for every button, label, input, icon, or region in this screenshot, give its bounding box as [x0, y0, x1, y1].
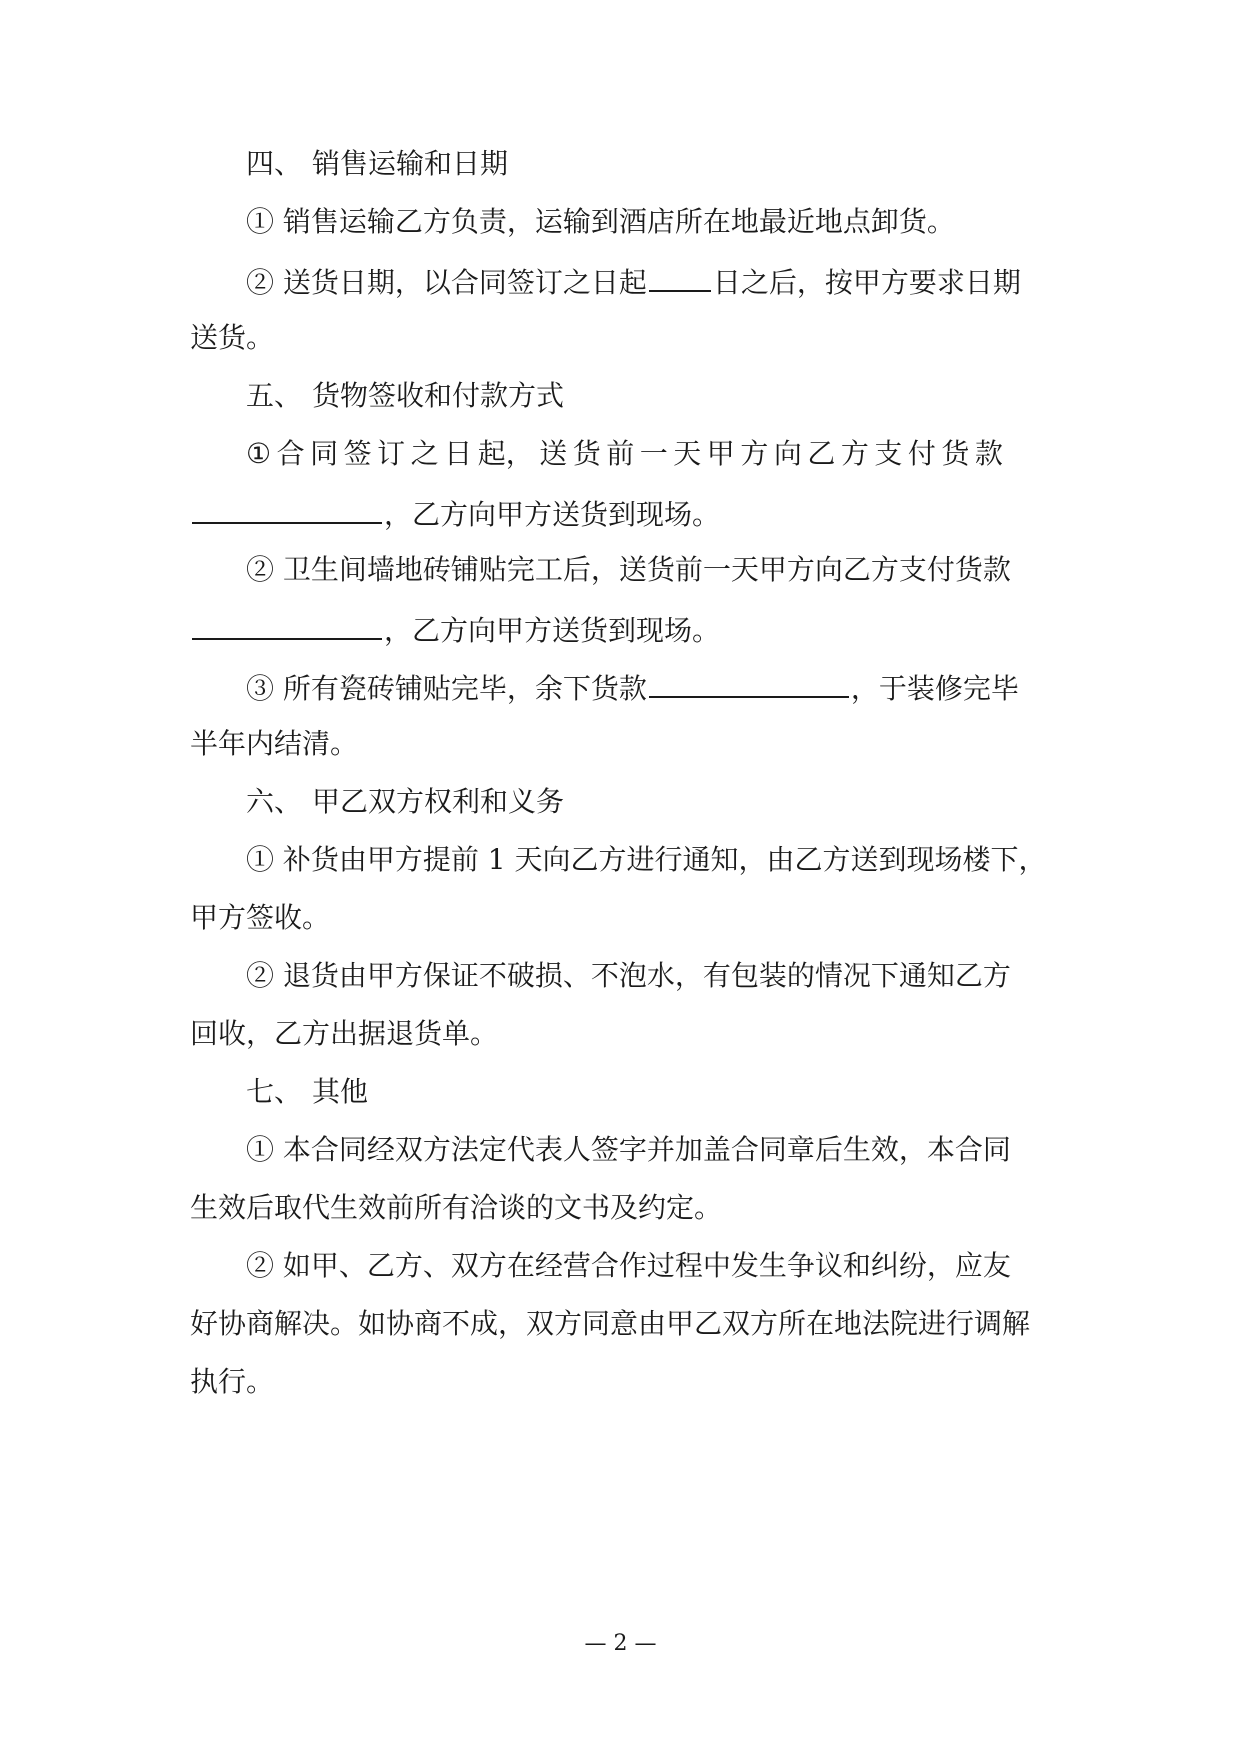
clause-7-1: ① 本合同经双方法定代表人签字并加盖合同章后生效，本合同 — [246, 1133, 1011, 1166]
section-title: 货物签收和付款方式 — [312, 379, 565, 412]
clause-char: 方 — [740, 437, 769, 470]
clause-text: ② 送货日期，以合同签订之日起 — [246, 266, 647, 299]
clause-char: 起， — [477, 437, 534, 470]
clause-char: 支 — [874, 437, 903, 470]
clause-char: 天 — [673, 437, 702, 470]
clause-char: 向 — [773, 437, 802, 470]
clause-char: ① — [246, 437, 272, 470]
clause-6-2-cont: 回收，乙方出据退货单。 — [190, 1017, 499, 1050]
clause-6-2: ② 退货由甲方保证不破损、不泡水，有包装的情况下通知乙方 — [246, 959, 1011, 992]
section-number: 四、 — [246, 147, 303, 180]
fill-blank-amount-2[interactable] — [192, 610, 382, 640]
section-title: 销售运输和日期 — [312, 147, 509, 180]
clause-6-1: ① 补货由甲方提前 1 天向乙方进行通知，由乙方送到现场楼下， — [246, 843, 1047, 876]
clause-char: 甲 — [706, 437, 735, 470]
clause-text: ③ 所有瓷砖铺贴完毕，余下货款 — [246, 672, 647, 705]
clause-7-1-cont: 生效后取代生效前所有洽谈的文书及约定。 — [190, 1191, 723, 1224]
clause-5-1-cont — [190, 494, 720, 533]
clause-char: 款 — [974, 437, 1003, 470]
clause-5-3 — [246, 668, 1019, 707]
clause-text: 日之后，按甲方要求日期 — [712, 266, 1021, 299]
clause-char: 乙 — [807, 437, 836, 470]
clause-7-2: ② 如甲、乙方、双方在经营合作过程中发生争议和纠纷，应友 — [246, 1249, 1011, 1282]
clause-5-1 — [246, 436, 1003, 472]
page-number: — 2 — — [584, 1631, 657, 1656]
section-heading-7 — [246, 1074, 368, 1110]
clause-text: ，乙方向甲方送货到现场。 — [384, 614, 721, 647]
clause-4-1: ① 销售运输乙方负责，运输到酒店所在地最近地点卸货。 — [246, 205, 955, 238]
fill-blank-amount-1[interactable] — [192, 494, 382, 524]
clause-5-2: ② 卫生间墙地砖铺贴完工后，送货前一天甲方向乙方支付货款 — [246, 553, 1011, 586]
clause-char: 合 — [276, 437, 305, 470]
clause-char: 签 — [343, 437, 372, 470]
section-title: 其他 — [312, 1075, 369, 1108]
section-heading-4 — [246, 146, 508, 182]
clause-char: 货 — [572, 437, 601, 470]
clause-6-1-cont: 甲方签收。 — [190, 901, 331, 934]
clause-char: 一 — [639, 437, 668, 470]
fill-blank-days[interactable] — [649, 262, 711, 292]
section-number: 六、 — [246, 785, 303, 818]
clause-char: 日 — [444, 437, 473, 470]
fill-blank-balance[interactable] — [649, 668, 849, 698]
clause-4-2 — [246, 262, 1021, 301]
clause-5-3-cont: 半年内结清。 — [190, 727, 359, 760]
clause-char: 送 — [539, 437, 568, 470]
clause-text: ，于装修完毕 — [850, 672, 1019, 705]
section-heading-5 — [246, 378, 564, 414]
clause-7-2-cont2: 执行。 — [190, 1365, 275, 1398]
section-number: 七、 — [246, 1075, 303, 1108]
section-title: 甲乙双方权利和义务 — [312, 785, 565, 818]
clause-5-2-cont — [190, 610, 720, 649]
clause-7-2-cont: 好协商解决。如协商不成，双方同意由甲乙双方所在地法院进行调解 — [190, 1307, 1031, 1340]
clause-char: 前 — [606, 437, 635, 470]
clause-4-2-cont: 送货。 — [190, 321, 275, 354]
clause-char: 方 — [840, 437, 869, 470]
clause-text: ，乙方向甲方送货到现场。 — [384, 498, 721, 531]
clause-char: 之 — [410, 437, 439, 470]
section-number: 五、 — [246, 379, 303, 412]
clause-char: 同 — [310, 437, 339, 470]
section-heading-6 — [246, 784, 564, 820]
clause-char: 货 — [941, 437, 970, 470]
clause-char: 付 — [907, 437, 936, 470]
clause-char: 订 — [377, 437, 406, 470]
